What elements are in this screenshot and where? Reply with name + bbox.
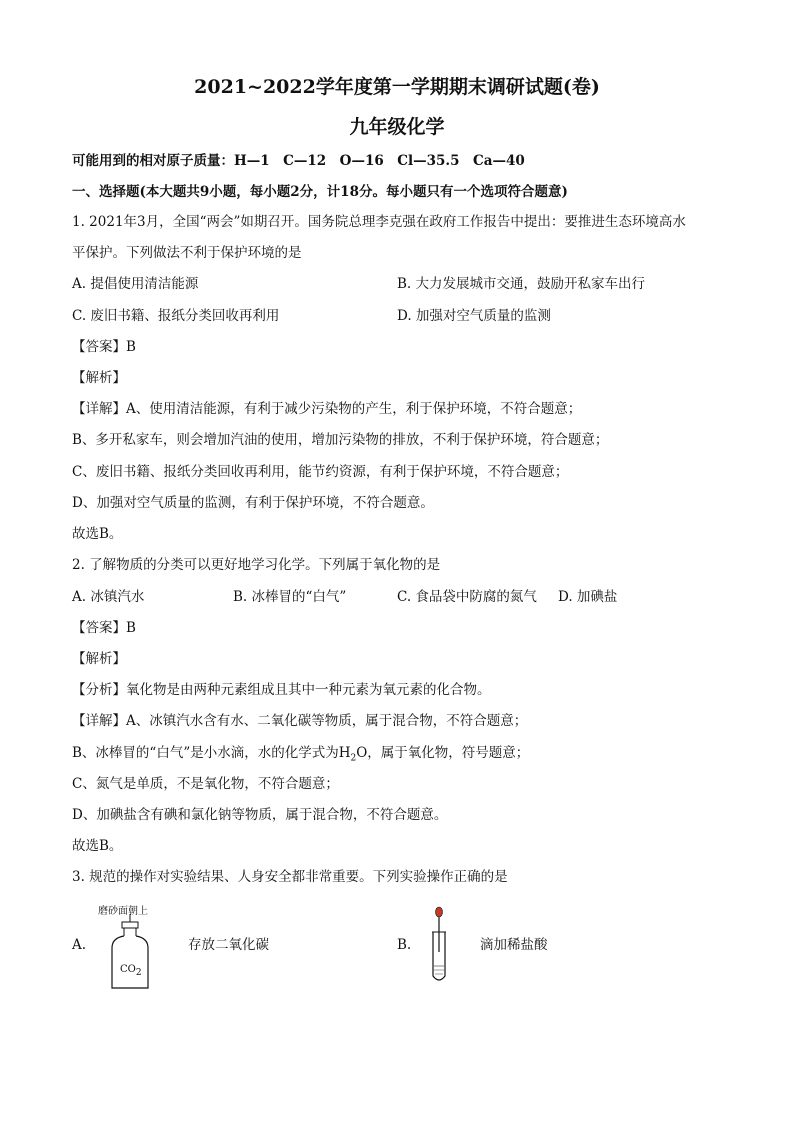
q3-figa-label: 磨砂面朝上 — [98, 906, 148, 917]
q1-stem-line2: 平保护。下列做法不利于保护环境的是 — [72, 245, 302, 261]
q1-detail-2: B、多开私家车，则会增加汽油的使用，增加污染物的排放，不利于保护环境，符合题意； — [72, 432, 609, 448]
q3-option-b: B. — [397, 937, 412, 953]
q2-detail-4: D、加碘盐含有碘和氯化钠等物质，属于混合物，不符合题意。 — [72, 807, 448, 823]
q2-analysis-label: 【解析】 — [72, 651, 126, 667]
q2-detail-2-part2: O，属于氧化物，符号题意； — [356, 745, 530, 761]
q1-detail-3: C、废旧书籍、报纸分类回收再利用，能节约资源，有利于保护环境，不符合题意； — [72, 464, 569, 480]
q3-figa-co2-sub: 2 — [135, 968, 142, 978]
q1-detail-4: D、加强对空气质量的监测，有利于保护环境，不符合题意。 — [72, 495, 434, 511]
q2-detail-2-sub: 2 — [350, 753, 357, 764]
q1-analysis-label: 【解析】 — [72, 370, 126, 386]
q3-stem: 3. 规范的操作对实验结果、人身安全都非常重要。下列实验操作正确的是 — [72, 869, 508, 885]
q2-detail-2 — [72, 744, 529, 768]
q1-conclusion: 故选B。 — [72, 526, 123, 542]
q2-option-a: A. 冰镇汽水 — [72, 589, 145, 605]
q2-detail-2-part1: B、冰棒冒的“白气”是小水滴，水的化学式为H — [72, 745, 351, 761]
q1-answer: 【答案】B — [72, 339, 136, 355]
q2-detail-1: 【详解】A、冰镇汽水含有水、二氧化碳等物质，属于混合物，不符合题意； — [72, 713, 528, 729]
q2-detail-3: C、氮气是单质，不是氧化物，不符合题意； — [72, 776, 339, 792]
q2-stem: 2. 了解物质的分类可以更好地学习化学。下列属于氧化物的是 — [72, 557, 441, 573]
q1-option-c: C. 废旧书籍、报纸分类回收再利用 — [72, 308, 280, 324]
q2-option-c: C. 食品袋中防腐的氮气 — [397, 589, 537, 605]
exam-subtitle: 九年级化学 — [349, 116, 445, 138]
q2-option-b: B. 冰棒冒的“白气” — [233, 589, 347, 605]
dropper-icon — [428, 906, 450, 984]
q2-answer: 【答案】B — [72, 620, 136, 636]
q1-stem-line1: 1. 2021年3月，全国“两会”如期召开。国务院总理李克强在政府工作报告中提出：要推进生态环境高水 — [72, 214, 686, 230]
q3-option-b-desc: 滴加稀盐酸 — [480, 937, 548, 953]
gas-bottle-icon — [104, 914, 156, 992]
section-heading: 一、选择题(本大题共9小题，每小题2分，计18分。每小题只有一个选项符合题意) — [72, 184, 568, 200]
q3-figa-co2 — [120, 964, 142, 978]
q3-figa-co2-text: CO — [120, 964, 136, 975]
exam-title: 2021~2022学年度第一学期期末调研试题(卷) — [194, 76, 600, 98]
q1-option-a: A. 提倡使用清洁能源 — [72, 276, 199, 292]
q2-option-d: D. 加碘盐 — [558, 589, 618, 605]
q2-conclusion: 故选B。 — [72, 838, 123, 854]
q1-detail-1: 【详解】A、使用清洁能源，有利于减少污染物的产生，利于保护环境，不符合题意； — [72, 401, 582, 417]
q2-fenxi: 【分析】氧化物是由两种元素组成且其中一种元素为氧元素的化合物。 — [72, 682, 491, 698]
atomic-mass-line: 可能用到的相对原子质量：H—1 C—12 O—16 Cl—35.5 Ca—40 — [72, 153, 525, 169]
q3-option-a: A. — [72, 937, 87, 953]
q1-option-b: B. 大力发展城市交通，鼓励开私家车出行 — [397, 276, 646, 292]
q3-option-a-desc: 存放二氧化碳 — [188, 937, 269, 953]
q1-option-d: D. 加强对空气质量的监测 — [397, 308, 551, 324]
